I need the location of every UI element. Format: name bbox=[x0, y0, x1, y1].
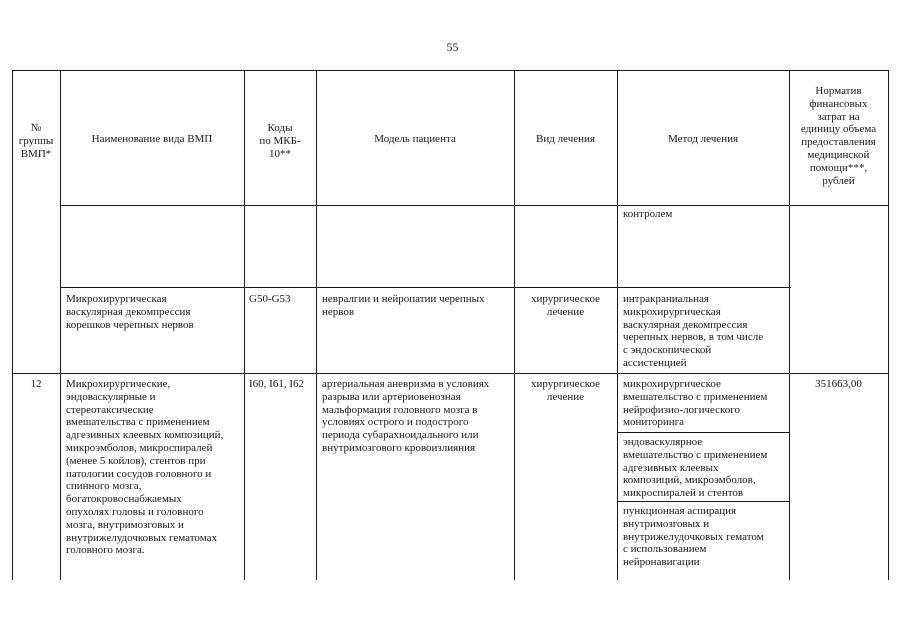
row-a-patient-model: невралгии и нейропатии черепных нервов bbox=[322, 293, 485, 318]
row-a-icd-codes: G50-G53 bbox=[249, 293, 291, 305]
row-b-vmp-name: Микрохирургические, эндоваскулярные и стереотаксические вмешательства с применением адгезивных клеевых композиций, микроэмболов, микроспиралей (менее 5 койлов), стентов при патологии сосудов головного и спинного мозга, богатокровоснабжаемых опухолях головы и головного мозга, внутримозговых и внутрижелудочковых гематомах головного мозга. bbox=[66, 378, 224, 557]
column-divider bbox=[514, 70, 515, 580]
row-b-treatment-type: хирургическое лечение bbox=[530, 378, 600, 403]
row-b-group-number: 12 bbox=[30, 378, 42, 390]
column-divider bbox=[617, 70, 618, 580]
row-b-treatment-method-2: эндоваскулярное вмешательство с применением адгезивных клеевых композиций, микроэмболов, микроспиралей и стентов bbox=[623, 436, 768, 500]
column-divider bbox=[60, 70, 61, 580]
method-divider bbox=[617, 501, 789, 502]
header-icd-codes: Коды по МКБ- 10** bbox=[259, 122, 301, 160]
row-border bbox=[12, 373, 889, 374]
header-financial-norm: Норматив финансовых затрат на единицу объема предоставления медицинской помощи***, рублей bbox=[800, 85, 877, 187]
row-a-treatment-type: хирургическое лечение bbox=[530, 293, 600, 318]
method-continuation: контролем bbox=[623, 208, 673, 220]
header-treatment-method: Метод лечения bbox=[667, 133, 739, 145]
header-patient-model: Модель пациента bbox=[374, 133, 456, 145]
row-a-vmp-name: Микрохирургическая васкулярная декомпрессия корешков черепных нервов bbox=[66, 293, 194, 331]
row-b-patient-model: артериальная аневризма в условиях разрыва или артериовенозная мальформация головного мозга в условиях острого и подострого периода субарахноидального или внутримозгового кровоизлияния bbox=[322, 378, 490, 454]
page-number: 55 bbox=[446, 40, 459, 54]
header-group-number: № группы ВМП* bbox=[18, 122, 54, 160]
table-right-border bbox=[888, 70, 889, 580]
header-bottom-border bbox=[60, 205, 889, 206]
column-divider bbox=[316, 70, 317, 580]
row-b-treatment-method-1: микрохирургическое вмешательство с применением нейрофизио-логического мониторинга bbox=[623, 378, 768, 429]
method-divider bbox=[617, 432, 789, 433]
row-border bbox=[60, 287, 791, 288]
header-treatment-type: Вид лечения bbox=[536, 133, 595, 145]
header-vmp-name: Наименование вида ВМП bbox=[91, 133, 213, 145]
row-b-icd-codes: I60, I61, I62 bbox=[249, 378, 304, 390]
table-top-border bbox=[12, 70, 889, 71]
row-a-treatment-method: интракраниальная микрохирургическая васкулярная декомпрессия черепных нервов, в том числе с эндоскопической ассистенцией bbox=[623, 293, 764, 369]
row-b-treatment-method-3: пункционная аспирация внутримозговых и внутрижелудочковых гематом с использованием нейронавигации bbox=[623, 505, 764, 569]
row-b-financial-norm: 351663,00 bbox=[815, 378, 862, 390]
